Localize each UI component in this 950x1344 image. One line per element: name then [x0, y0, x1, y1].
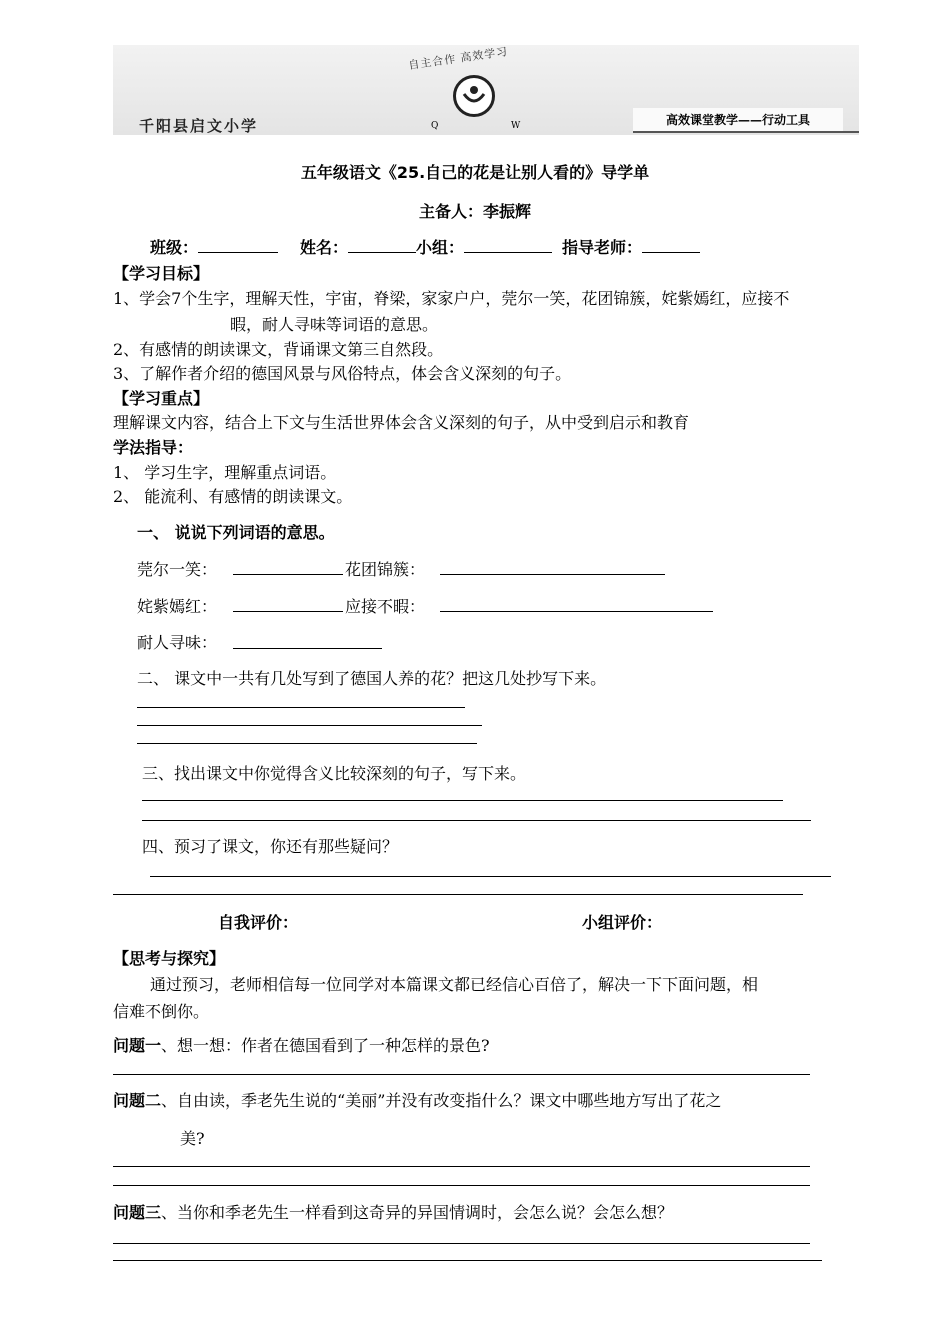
page-title: 五年级语文《25.自己的花是让别人看的》导学单: [300, 163, 650, 182]
header-banner: [113, 45, 859, 135]
question-3-label: 问题三: [113, 1203, 162, 1222]
question-1: [113, 1033, 490, 1056]
word-3-label: 姹紫嫣红：: [137, 597, 218, 616]
class-label: 班级：: [150, 238, 199, 257]
section-three-line-1[interactable]: [142, 800, 783, 801]
word-1-label: 莞尔一笑：: [137, 560, 218, 579]
author: 主备人：李振辉: [418, 202, 531, 221]
teacher-label: 指导老师：: [562, 238, 643, 257]
method-heading: 学法指导：: [113, 438, 194, 457]
question-1-text: 、想一想：作者在德国看到了一种怎样的景色?: [161, 1036, 490, 1055]
word-2-answer-line[interactable]: [440, 574, 665, 575]
word-5-answer-line[interactable]: [233, 648, 382, 649]
word-2-label: 花团锦簇：: [345, 560, 426, 579]
question-2-cont: 美?: [180, 1129, 205, 1148]
word-5-label: 耐人寻味：: [137, 633, 218, 652]
goal-item-1: 1、学会7个生字，理解天性，宇宙，脊梁，家家户户，莞尔一笑，花团锦簇，姹紫嫣红，应接不: [113, 289, 790, 308]
word-4-answer-line[interactable]: [440, 611, 713, 612]
class-field[interactable]: [198, 238, 278, 253]
info-row: [150, 235, 700, 258]
logo-letter-w: W: [511, 121, 521, 131]
word-4-label: 应接不暇：: [345, 597, 426, 616]
section-three-line-2[interactable]: [142, 820, 811, 821]
goal-item-1-cont: 暇，耐人寻味等词语的意思。: [230, 315, 439, 334]
group-label: 小组：: [416, 238, 465, 257]
word-3-answer-line[interactable]: [233, 611, 343, 612]
focus-heading: 【学习重点】: [113, 389, 210, 408]
section-one-heading: 一、 说说下列词语的意思。: [137, 523, 335, 542]
question-3-line-1[interactable]: [113, 1243, 810, 1244]
section-four-line-1[interactable]: [150, 876, 831, 877]
section-two-line-2[interactable]: [137, 725, 482, 726]
method-item-2: 2、 能流利、有感情的朗读课文。: [113, 487, 353, 506]
goal-item-2: 2、有感情的朗读课文，背诵课文第三自然段。: [113, 340, 444, 359]
section-four-line-2[interactable]: [113, 894, 803, 895]
question-1-line[interactable]: [113, 1074, 810, 1075]
question-2-label: 问题二: [113, 1091, 162, 1110]
question-2-line-2[interactable]: [113, 1185, 810, 1186]
question-2-text: 、自由读，季老先生说的“美丽”并没有改变指什么？课文中哪些地方写出了花之: [161, 1091, 722, 1110]
question-3-text: 、当你和季老先生一样看到这奇异的异国情调时，会怎么说？会怎么想？: [161, 1203, 674, 1222]
school-motto: 自主合作 高效学习: [407, 45, 509, 72]
tool-label: 高效课堂教学——行动工具: [633, 108, 843, 132]
question-1-label: 问题一: [113, 1036, 162, 1055]
self-evaluation-label: 自我评价：: [218, 913, 299, 932]
school-logo-icon: [453, 75, 495, 117]
goals-heading: 【学习目标】: [113, 264, 210, 283]
name-field[interactable]: [348, 238, 416, 253]
question-2: [113, 1088, 721, 1111]
teacher-field[interactable]: [642, 238, 700, 253]
question-3: [113, 1200, 673, 1223]
section-three-heading: 三、找出课文中你觉得含义比较深刻的句子，写下来。: [142, 764, 527, 783]
explore-intro-2: 信难不倒你。: [113, 1002, 210, 1021]
explore-intro-1: 通过预习，老师相信每一位同学对本篇课文都已经信心百倍了，解决一下下面问题，相: [150, 975, 759, 994]
goal-item-3: 3、了解作者介绍的德国风景与风俗特点，体会含义深刻的句子。: [113, 364, 572, 383]
section-two-line-3[interactable]: [137, 743, 477, 744]
school-name: 千阳县启文小学: [139, 117, 259, 135]
group-evaluation-label: 小组评价：: [582, 913, 663, 932]
section-two-heading: 二、 课文中一共有几处写到了德国人养的花？把这几处抄写下来。: [137, 669, 607, 688]
logo-letter-q: Q: [431, 121, 439, 131]
question-3-line-2[interactable]: [113, 1260, 822, 1261]
name-label: 姓名：: [300, 238, 349, 257]
section-two-line-1[interactable]: [137, 707, 465, 708]
word-1-answer-line[interactable]: [233, 574, 343, 575]
group-field[interactable]: [464, 238, 552, 253]
question-2-line-1[interactable]: [113, 1166, 810, 1167]
method-item-1: 1、 学习生字，理解重点词语。: [113, 463, 337, 482]
explore-heading: 【思考与探究】: [113, 949, 226, 968]
tool-underline: [633, 131, 859, 133]
section-four-heading: 四、预习了课文，你还有那些疑问？: [142, 837, 399, 856]
focus-text: 理解课文内容，结合上下文与生活世界体会含义深刻的句子，从中受到启示和教育: [113, 413, 690, 432]
